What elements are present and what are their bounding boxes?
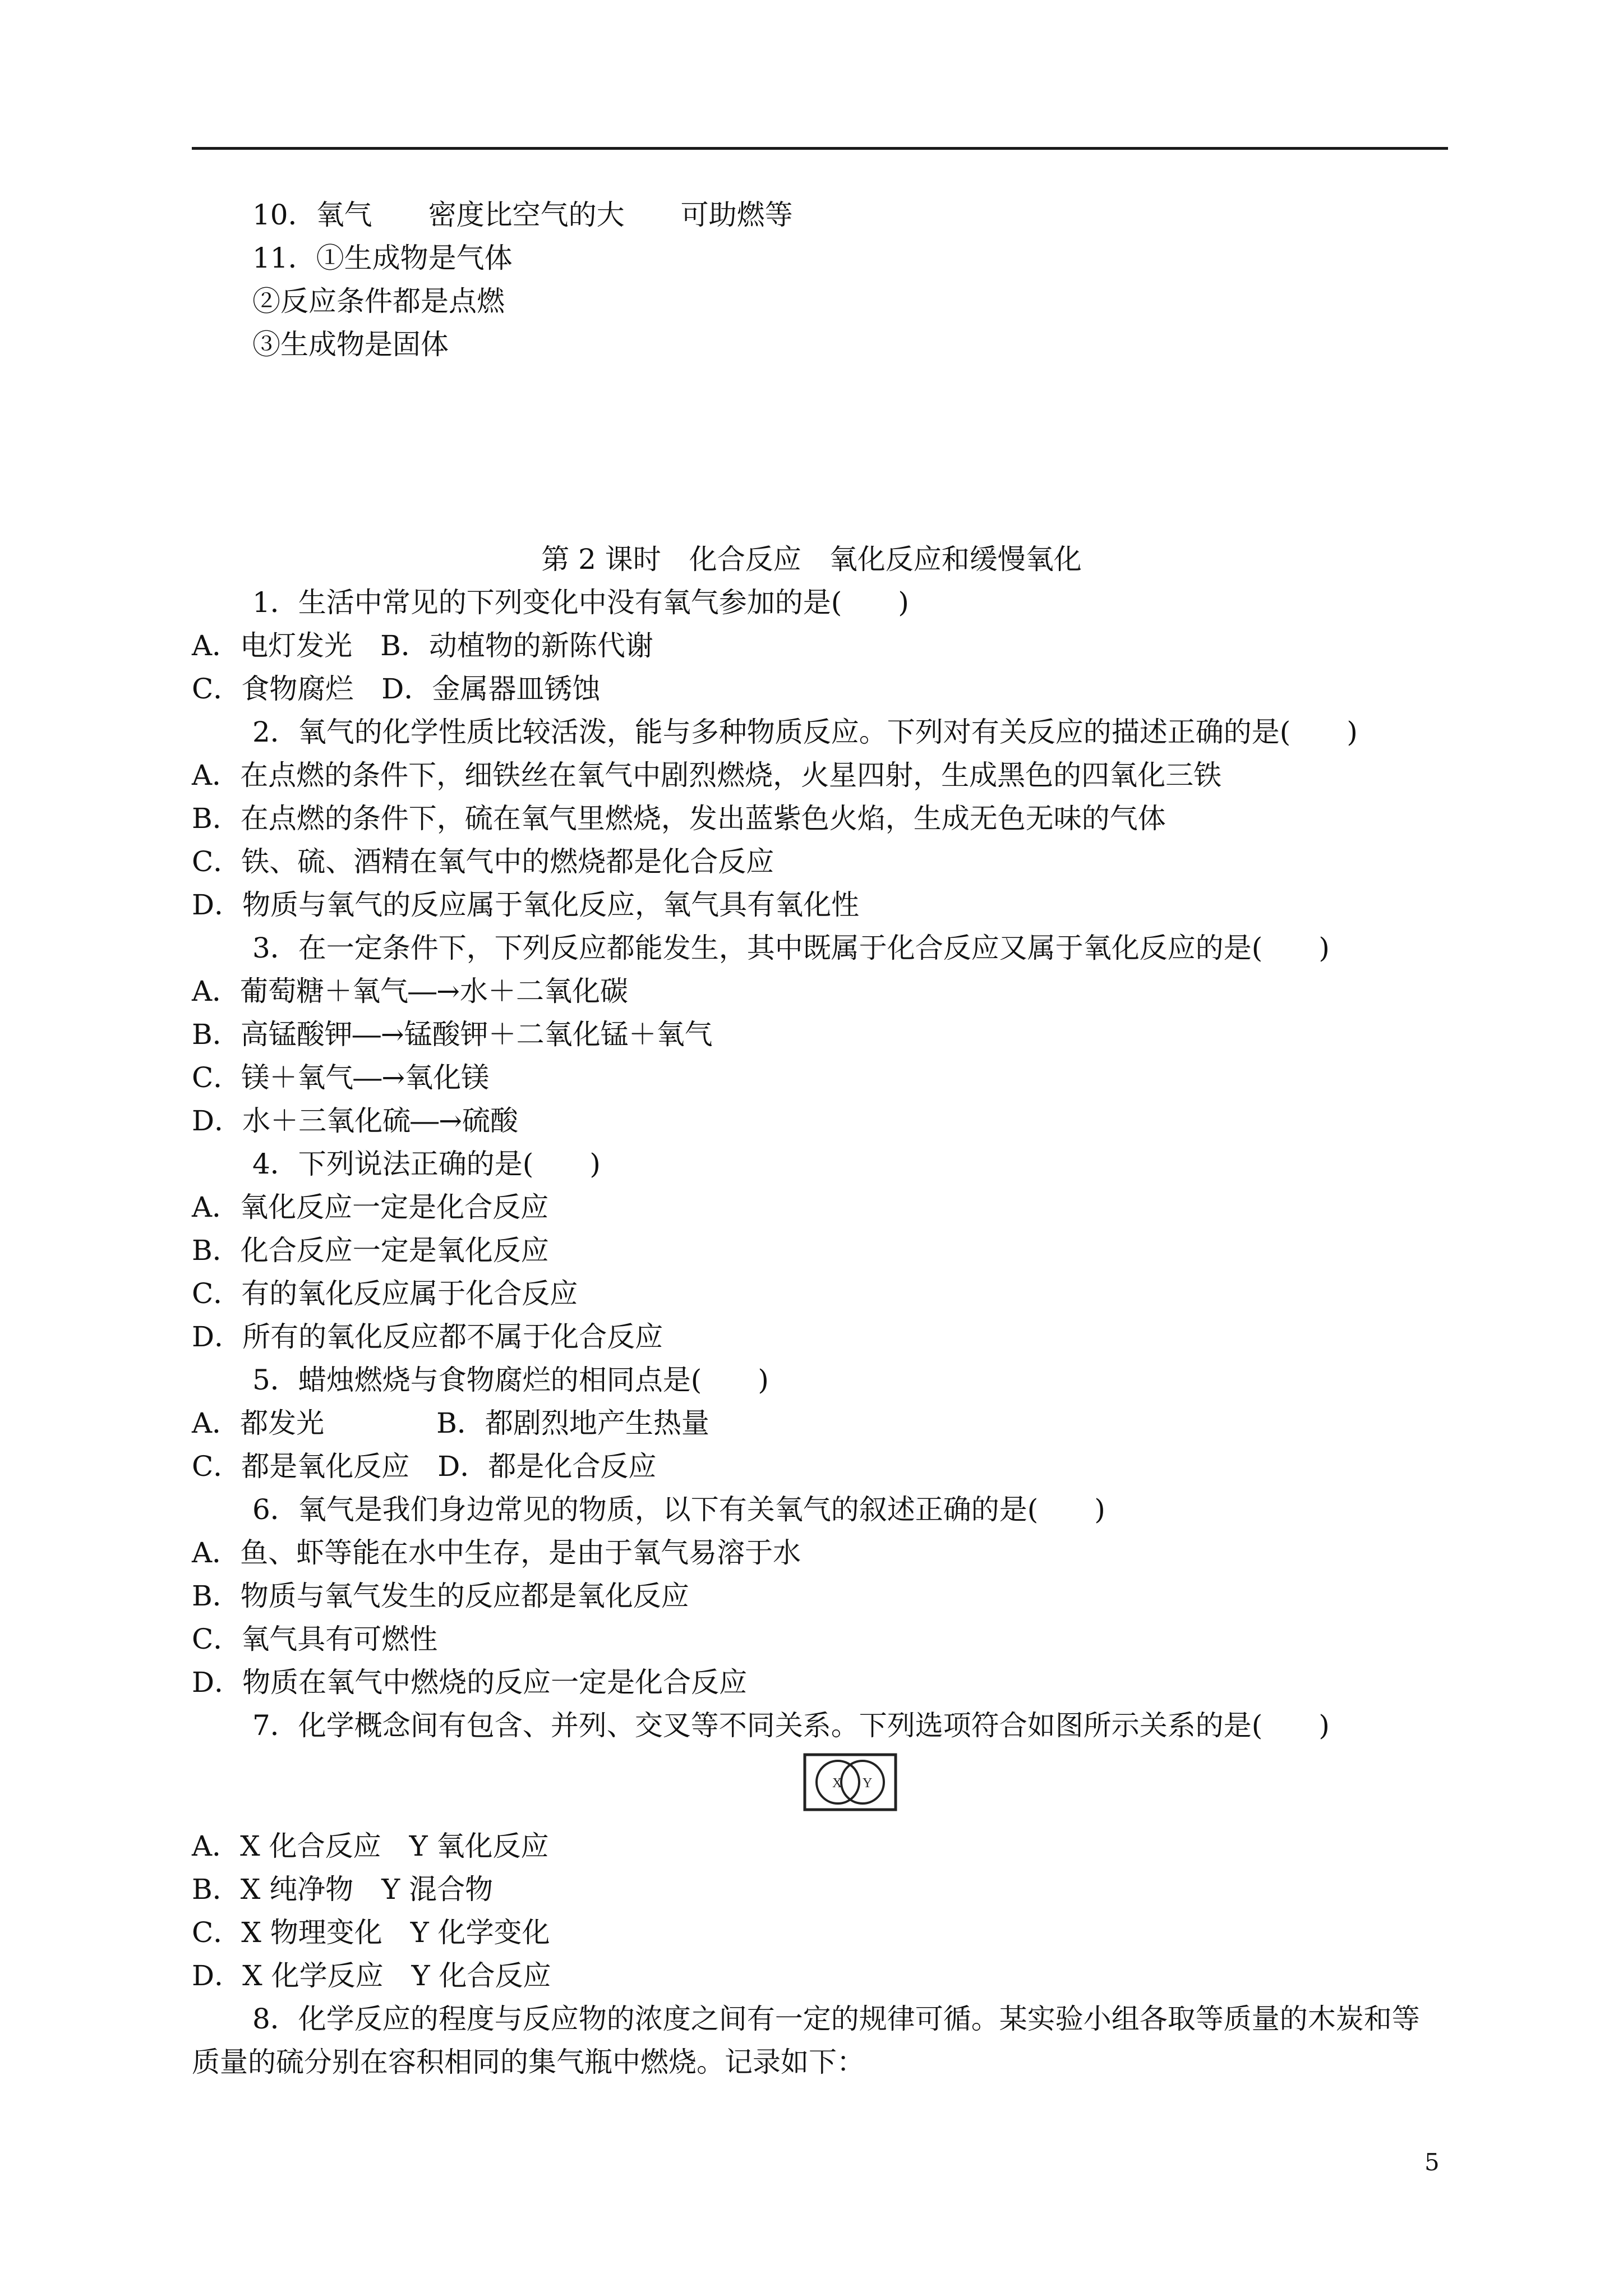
question-6-option: B．物质与氧气发生的反应都是氧化反应 — [192, 1580, 689, 1612]
question-1-option: C．食物腐烂 D．金属器皿锈蚀 — [192, 673, 601, 705]
question-4-option: C．有的氧化反应属于化合反应 — [192, 1277, 578, 1310]
question-7-stem: 7．化学概念间有包含、并列、交叉等不同关系。下列选项符合如图所示关系的是( ) — [252, 1709, 1330, 1742]
question-6-option: D．物质在氧气中燃烧的反应一定是化合反应 — [192, 1666, 748, 1699]
question-4-stem: 4．下列说法正确的是( ) — [252, 1148, 601, 1180]
question-3-option: D．水＋三氧化硫―→硫酸 — [192, 1105, 518, 1137]
question-6-option: A．鱼、虾等能在水中生存，是由于氧气易溶于水 — [192, 1536, 801, 1569]
question-2-stem: 2．氧气的化学性质比较活泼，能与多种物质反应。下列对有关反应的描述正确的是( ) — [252, 716, 1358, 748]
venn-label-x: X — [832, 1776, 842, 1791]
question-7-option: D．X 化学反应 Y 化合反应 — [192, 1959, 551, 1992]
question-5-option: A．都发光 B．都剧烈地产生热量 — [192, 1407, 709, 1439]
question-7-option: A．X 化合反应 Y 氧化反应 — [192, 1830, 549, 1862]
question-7-option: C．X 物理变化 Y 化学变化 — [192, 1916, 550, 1949]
venn-label-y: Y — [863, 1776, 873, 1791]
question-1-stem: 1．生活中常见的下列变化中没有氧气参加的是( ) — [252, 586, 909, 619]
question-8-stem: 8．化学反应的程度与反应物的浓度之间有一定的规律可循。某实验小组各取等质量的木炭和等 — [252, 2003, 1420, 2035]
answer-11-3: ③生成物是固体 — [252, 328, 449, 361]
page-number: 5 — [1424, 2148, 1440, 2176]
question-8-continuation: 质量的硫分别在容积相同的集气瓶中燃烧。记录如下： — [192, 2046, 865, 2078]
answer-11-2: ②反应条件都是点燃 — [252, 285, 505, 318]
question-3-stem: 3．在一定条件下，下列反应都能发生，其中既属于化合反应又属于氧化反应的是( ) — [252, 932, 1330, 964]
question-3-option: B．高锰酸钾―→锰酸钾＋二氧化锰＋氧气 — [192, 1018, 713, 1051]
question-1-option: A．电灯发光 B．动植物的新陈代谢 — [192, 629, 653, 662]
header-rule — [192, 147, 1448, 150]
question-4-option: D．所有的氧化反应都不属于化合反应 — [192, 1320, 663, 1353]
answer-10: 10．氧气 密度比空气的大 可助燃等 — [252, 199, 793, 231]
question-2-option: B．在点燃的条件下，硫在氧气里燃烧，发出蓝紫色火焰，生成无色无味的气体 — [192, 802, 1166, 835]
question-4-option: A．氧化反应一定是化合反应 — [192, 1191, 549, 1223]
venn-diagram — [803, 1753, 897, 1811]
question-4-option: B．化合反应一定是氧化反应 — [192, 1234, 549, 1267]
question-2-option: C．铁、硫、酒精在氧气中的燃烧都是化合反应 — [192, 845, 774, 878]
question-3-option: C．镁＋氧气―→氧化镁 — [192, 1061, 490, 1094]
question-5-option: C．都是氧化反应 D．都是化合反应 — [192, 1450, 657, 1483]
section-title: 第 2 课时 化合反应 氧化反应和缓慢氧化 — [541, 543, 1082, 576]
answer-11: 11．①生成物是气体 — [252, 242, 513, 274]
question-3-option: A．葡萄糖＋氧气―→水＋二氧化碳 — [192, 975, 629, 1007]
question-7-option: B．X 纯净物 Y 混合物 — [192, 1873, 494, 1906]
question-2-option: A．在点燃的条件下，细铁丝在氧气中剧烈燃烧，火星四射，生成黑色的四氧化三铁 — [192, 759, 1222, 792]
venn-frame — [805, 1755, 896, 1810]
question-6-stem: 6．氧气是我们身边常见的物质，以下有关氧气的叙述正确的是( ) — [252, 1493, 1105, 1526]
question-2-option: D．物质与氧气的反应属于氧化反应，氧气具有氧化性 — [192, 889, 860, 921]
question-6-option: C．氧气具有可燃性 — [192, 1623, 438, 1655]
question-5-stem: 5．蜡烛燃烧与食物腐烂的相同点是( ) — [252, 1364, 769, 1396]
